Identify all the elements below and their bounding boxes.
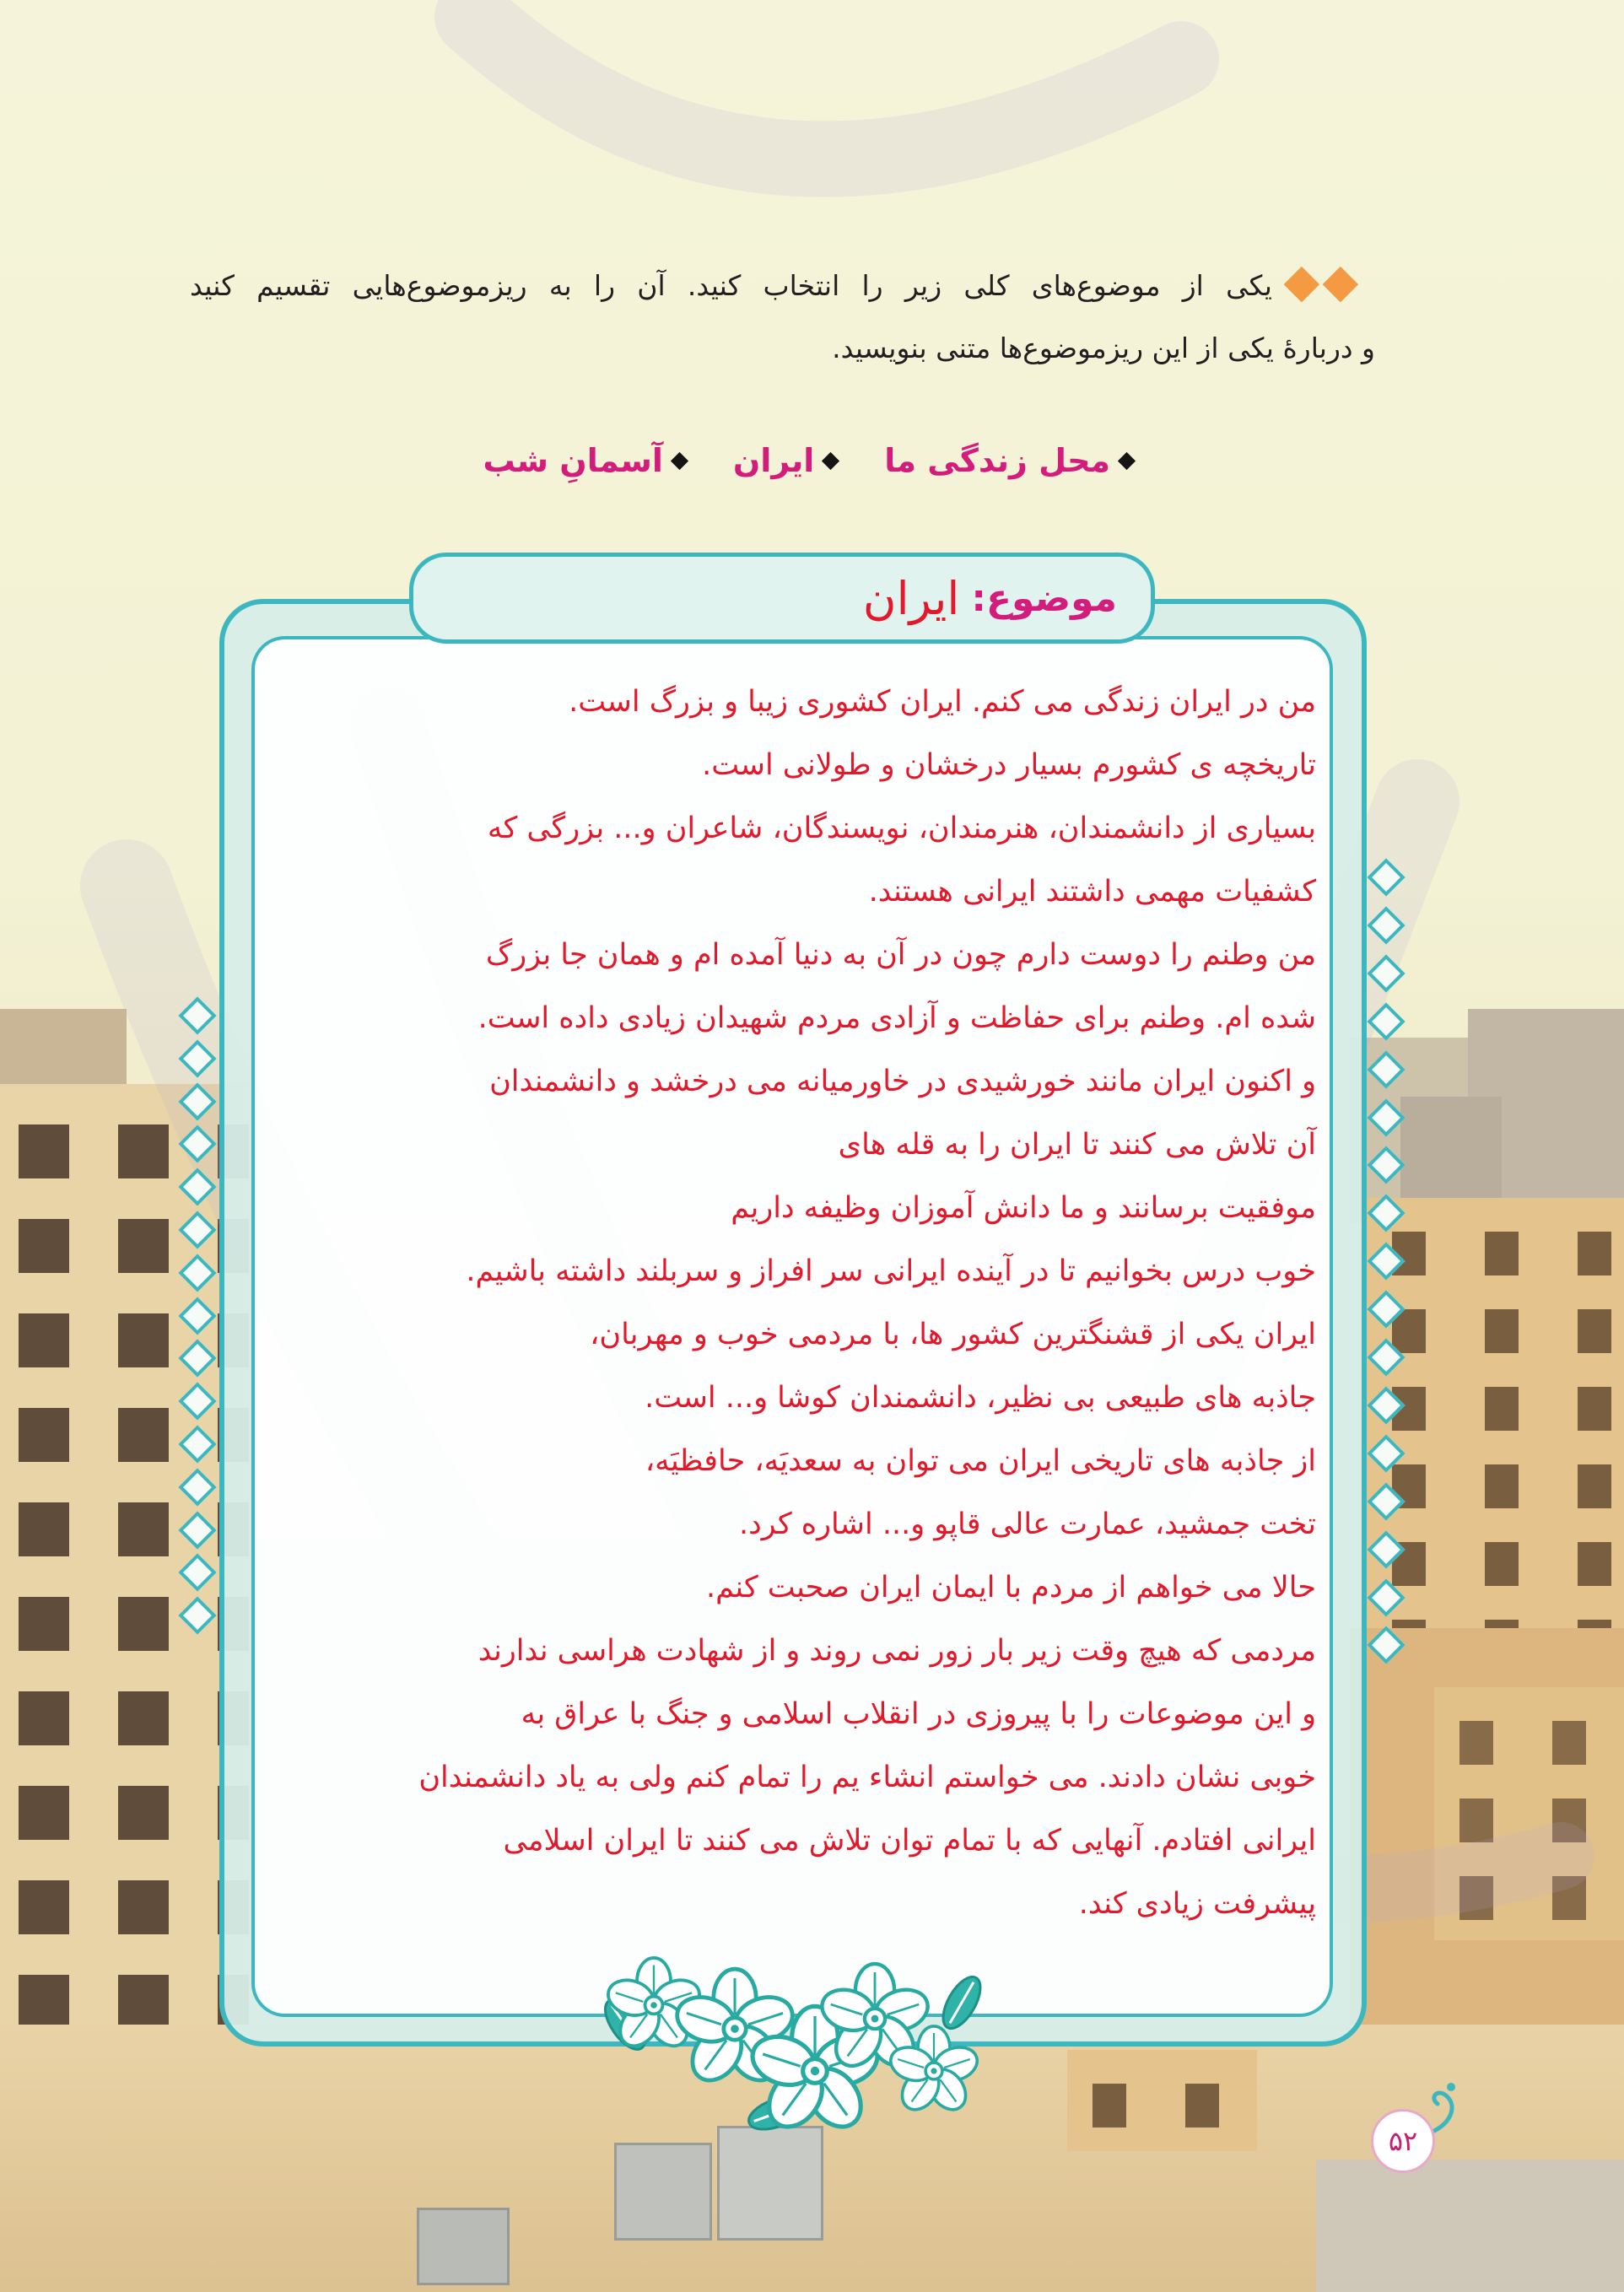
subject-value: ایران xyxy=(862,571,960,625)
topic-label: محل زندگی ما xyxy=(884,442,1110,479)
teal-diamond-ornament xyxy=(1367,1002,1405,1040)
instruction-text-line-2: و دربارهٔ یکی از این ریزموضوع‌ها متنی بنویسید. xyxy=(832,332,1375,364)
background-building-right xyxy=(1367,1198,1624,1637)
essay-line: مردمی که هیچ وقت زیر بار زور نمی روند و از شهادت هراسی ندارند xyxy=(477,1634,1316,1668)
topic-list xyxy=(483,432,1133,489)
topic-label: ایران xyxy=(732,442,815,479)
leaf-icon xyxy=(936,1971,988,2035)
topic-option xyxy=(884,432,1133,489)
essay-line: آن تلاش می کنند تا ایران را به قله های xyxy=(838,1128,1316,1162)
essay-line: جاذبه های طبیعی بی نظیر، دانشمندان کوشا و... است. xyxy=(645,1381,1316,1415)
essay-line: خوبی نشان دادند. می خواستم انشاء یم را تمام کنم ولی به یاد دانشمندان xyxy=(418,1761,1316,1794)
essay-line: خوب درس بخوانیم تا در آینده ایرانی سر افراز و سربلند داشته باشیم. xyxy=(466,1254,1316,1288)
essay-line: بسیاری از دانشمندان، هنرمندان، نویسندگان، شاعران و... بزرگی که xyxy=(487,812,1316,845)
teal-diamond-ornament xyxy=(1367,858,1405,896)
background-ac-unit xyxy=(614,2143,712,2241)
background-ac-unit xyxy=(417,2208,510,2285)
black-diamond-bullet-icon xyxy=(1118,451,1136,469)
essay-line: ایرانی افتادم. آنهایی که با تمام توان تلاش می کنند تا ایران اسلامی xyxy=(503,1824,1316,1858)
essay-line: از جاذبه های تاریخی ایران می توان به سعدیَه، حافظیَه، xyxy=(645,1444,1316,1478)
background-building-right-lower-windows xyxy=(1434,1687,1624,1940)
essay-line: پیشرفت زیادی کند. xyxy=(1078,1887,1316,1921)
background-roof-structure xyxy=(0,1009,127,1089)
background-far-building xyxy=(1400,1097,1502,1198)
page-number-badge xyxy=(1371,2109,1435,2173)
flower-ornament-icon xyxy=(603,1944,991,2147)
topic-label: آسمانِ شب xyxy=(483,442,663,479)
essay-line: تخت جمشید، عمارت عالی قاپو و... اشاره کرد. xyxy=(738,1507,1316,1541)
teal-diamond-ornament xyxy=(178,996,216,1034)
black-diamond-bullet-icon xyxy=(671,451,688,469)
black-diamond-bullet-icon xyxy=(822,451,839,469)
essay-line: من در ایران زندگی می کنم. ایران کشوری زیبا و بزرگ است. xyxy=(569,685,1316,719)
essay-line: حالا می خواهم از مردم با ایمان ایران صحبت کنم. xyxy=(705,1571,1316,1604)
instruction-text-line-1: یکی از موضوع‌های کلی زیر را انتخاب کنید. آن را به ریزموضوع‌هایی تقسیم کنید xyxy=(190,269,1272,302)
essay-line: و اکنون ایران مانند خورشیدی در خاورمیانه می درخشد و دانشمندان xyxy=(489,1065,1316,1098)
essay-line: و این موضوعات را با پیروزی در انقلاب اسلامی و جنگ با عراق به xyxy=(521,1697,1316,1731)
essay-line: شده ام. وطنم برای حفاظت و آزادی مردم شهیدان زیادی داده است. xyxy=(477,1001,1316,1035)
background-facade xyxy=(1067,2050,1257,2151)
essay-line: موفقیت برسانند و ما دانش آموزان وظیفه داریم xyxy=(731,1191,1316,1225)
teal-diamond-ornament xyxy=(1367,906,1405,944)
essay-line: کشفیات مهمی داشتند ایرانی هستند. xyxy=(868,875,1316,909)
teal-diamond-ornament xyxy=(1367,954,1405,992)
essay-body xyxy=(268,671,1316,1936)
essay-line: من وطنم را دوست دارم چون در آن به دنیا آمده ام و همان جا بزرگ xyxy=(485,938,1316,972)
teal-diamond-ornament xyxy=(178,1039,216,1077)
background-rooftop-right xyxy=(1316,2160,1624,2292)
essay-line: ایران یکی از قشنگترین کشور ها، با مردمی خوب و مهربان، xyxy=(590,1318,1316,1351)
subject-label: موضوع: xyxy=(971,576,1117,620)
orange-double-diamond-icon xyxy=(1279,265,1381,305)
page-number: ۵۲ xyxy=(1388,2125,1418,2157)
topic-option xyxy=(483,432,685,489)
essay-subject-tab xyxy=(409,553,1155,644)
topic-option xyxy=(733,432,837,489)
essay-line: تاریخچه ی کشورم بسیار درخشان و طولانی است. xyxy=(702,748,1316,782)
